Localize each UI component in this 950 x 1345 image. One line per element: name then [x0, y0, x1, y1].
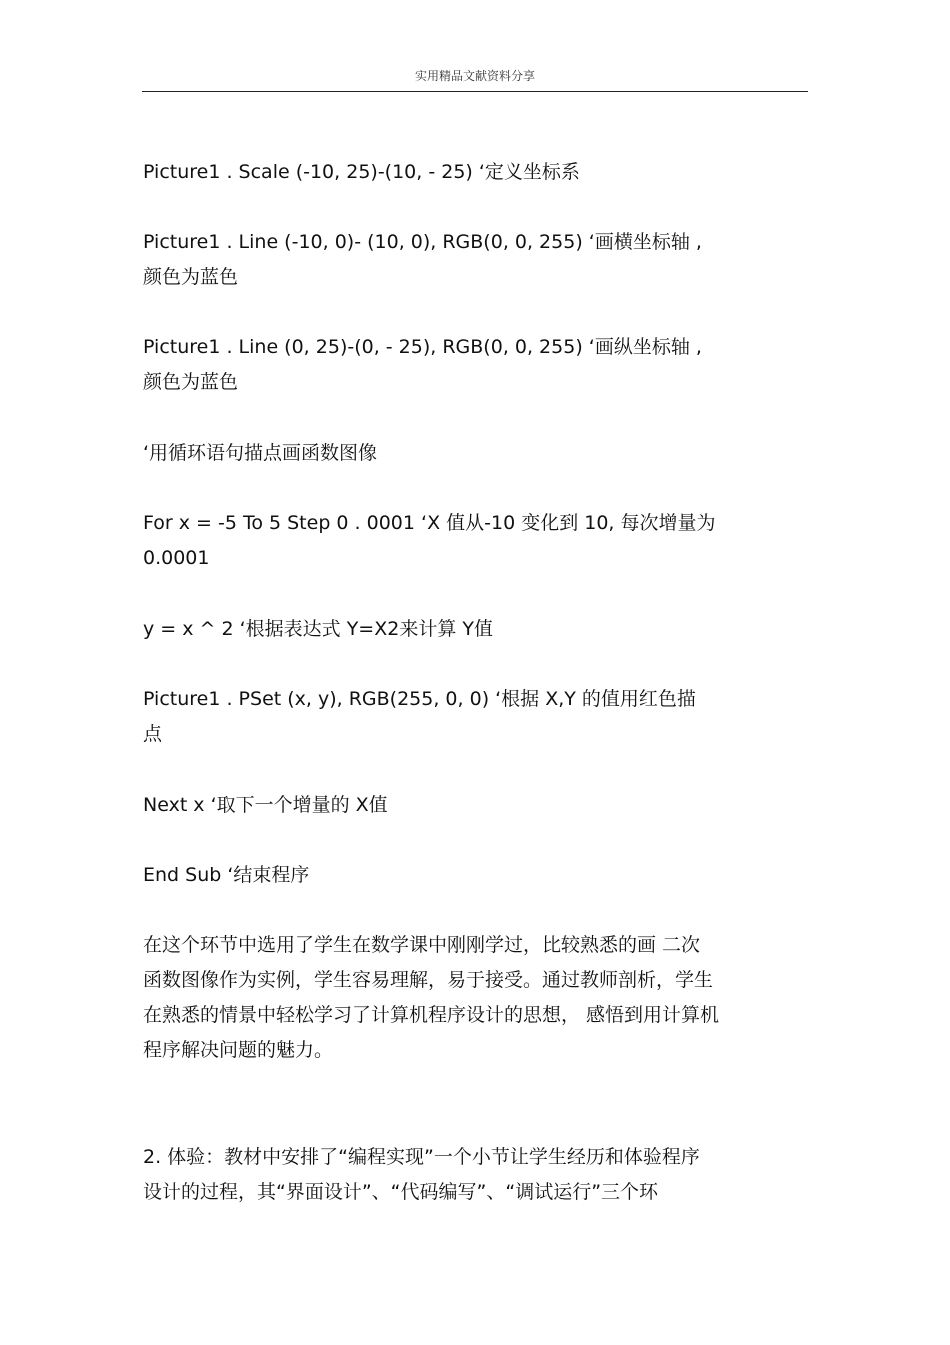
code-line-horizontal-axis: Picture1 . Line (-10, 0)- (10, 0), RGB(0, 0, 255) ‘画横坐标轴 , 颜色为蓝色	[143, 231, 702, 288]
paragraph-experience: 2. 体验：教材中安排了“编程实现”一个小节让学生经历和体验程序 设计的过程，其“界面设计”、“代码编写”、“调试运行”三个环	[143, 1146, 700, 1203]
code-line-vertical-axis: Picture1 . Line (0, 25)-(0, - 25), RGB(0, 0, 255) ‘画纵坐标轴 , 颜色为蓝色	[143, 336, 702, 393]
header-divider	[142, 91, 808, 92]
paragraph-analysis: 在这个环节中选用了学生在数学课中刚刚学过，比较熟悉的画 二次 函数图像作为实例，学生容易理解，易于接受。通过教师剖析，学生 在熟悉的情景中轻松学习了计算机程序设计的思想， 感悟到用计算机 程序解决问题的魅力。	[143, 934, 720, 1061]
code-line-end-sub: End Sub ‘结束程序	[143, 864, 310, 886]
page-header: 实用精品文献资料分享	[414, 69, 535, 83]
code-line-scale: Picture1 . Scale (-10, 25)-(10, - 25) ‘定义坐标系	[143, 161, 580, 183]
code-line-y: y = x ^ 2 ‘根据表达式 Y=X2来计算 Y值	[143, 618, 493, 640]
code-comment-loop: ‘用循环语句描点画函数图像	[143, 442, 378, 464]
code-line-for: For x = -5 To 5 Step 0 . 0001 ‘X 值从-10 变化到 10, 每次增量为 0.0001	[143, 512, 716, 569]
code-line-next: Next x ‘取下一个增量的 X值	[143, 794, 388, 816]
code-line-pset: Picture1 . PSet (x, y), RGB(255, 0, 0) ‘根据 X,Y 的值用红色描 点	[143, 688, 696, 745]
